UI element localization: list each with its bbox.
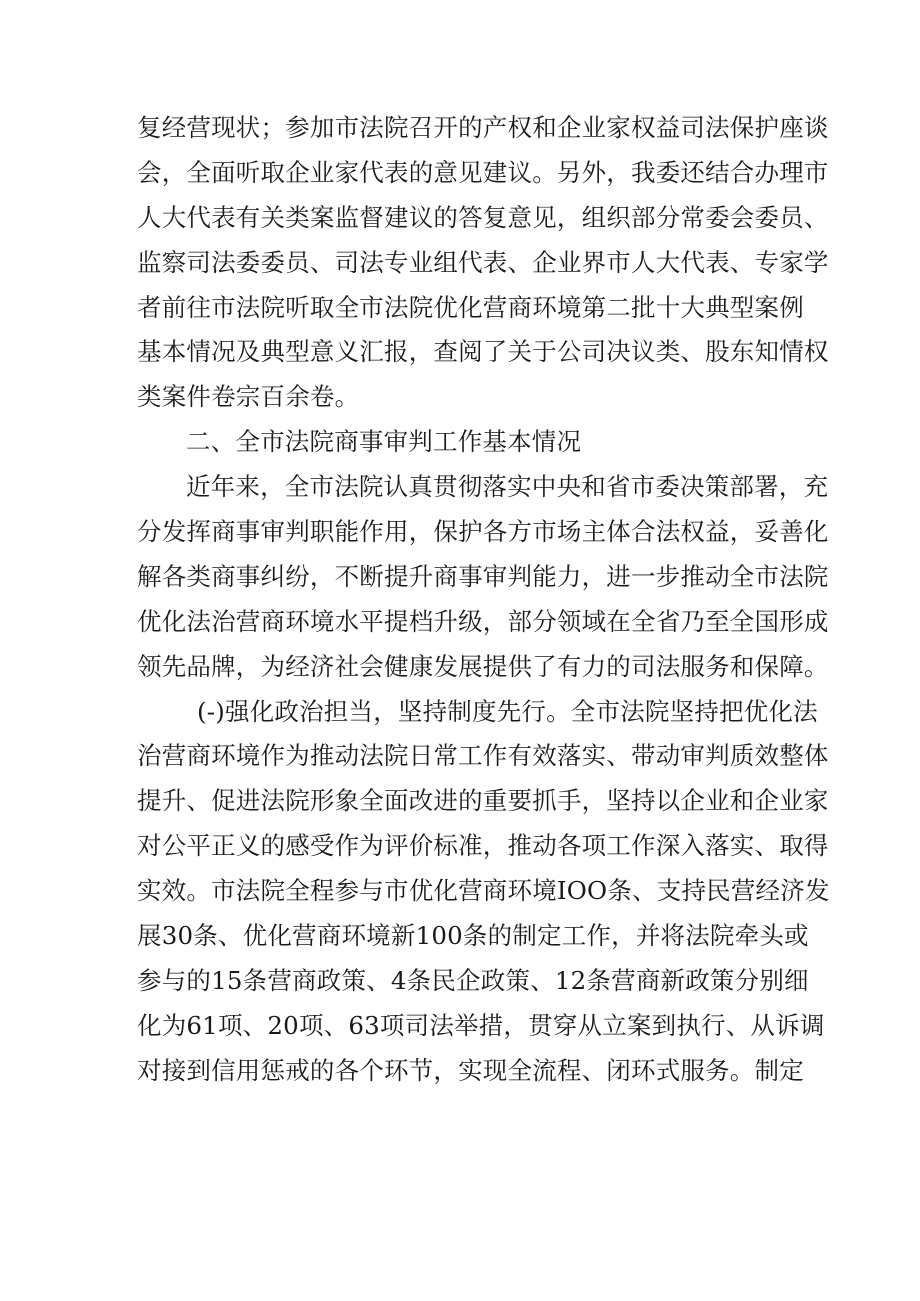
text-line: 解各类商事纠纷，不断提升商事审判能力，进一步推动全市法院 (137, 561, 829, 591)
text-line: 提升、促进法院形象全面改进的重要抓手，坚持以企业和企业家 (137, 786, 829, 816)
text-line: 实效。市法院全程参与市优化营商环境IOO条、支持民营经济发 (137, 876, 830, 906)
text-line: 治营商环境作为推动法院日常工作有效落实、带动审判质效整体 (137, 741, 829, 771)
text-line: 优化法治营商环境水平提档升级，部分领域在全省乃至全国形成 (137, 606, 829, 636)
text-line: 展30条、优化营商环境新100条的制定工作，并将法院牵头或 (137, 921, 809, 951)
text-line: 者前往市法院听取全市法院优化营商环境第二批十大典型案例 (137, 292, 804, 322)
text-line: 人大代表有关类案监督建议的答复意见，组织部分常委会委员、 (137, 202, 829, 232)
text-line: 化为61项、20项、63项司法举措，贯穿从立案到执行、从诉调 (137, 1010, 825, 1040)
text-line: 基本情况及典型意义汇报，查阅了关于公司决议类、股东知情权 (137, 337, 829, 367)
text-line: 对接到信用惩戒的各个环节，实现全流程、闭环式服务。制定 (137, 1055, 804, 1085)
text-line: 会，全面听取企业家代表的意见建议。另外，我委还结合办理市 (137, 157, 829, 187)
section-heading: 二、全市法院商事审判工作基本情况 (186, 427, 582, 457)
text-line: 类案件卷宗百余卷。 (137, 382, 360, 412)
text-line: 复经营现状；参加市法院召开的产权和企业家权益司法保护座谈 (137, 113, 829, 142)
subsection-first-line: (-)强化政治担当，坚持制度先行。全市法院坚持把优化法 (197, 696, 818, 726)
text-line: 领先品牌，为经济社会健康发展提供了有力的司法服务和保障。 (137, 651, 829, 681)
text-line: 分发挥商事审判职能作用，保护各方市场主体合法权益，妥善化 (137, 517, 829, 547)
paragraph-first-line: 近年来，全市法院认真贯彻落实中央和省市委决策部署，充 (186, 472, 829, 502)
text-line: 对公平正义的感受作为评价标准，推动各项工作深入落实、取得 (137, 831, 829, 861)
document-body (137, 106, 830, 1094)
text-line: 参与的15条营商政策、4条民企政策、12条营商新政策分别细 (137, 965, 809, 995)
text-line: 监察司法委委员、司法专业组代表、企业界市人大代表、专家学 (137, 247, 829, 277)
